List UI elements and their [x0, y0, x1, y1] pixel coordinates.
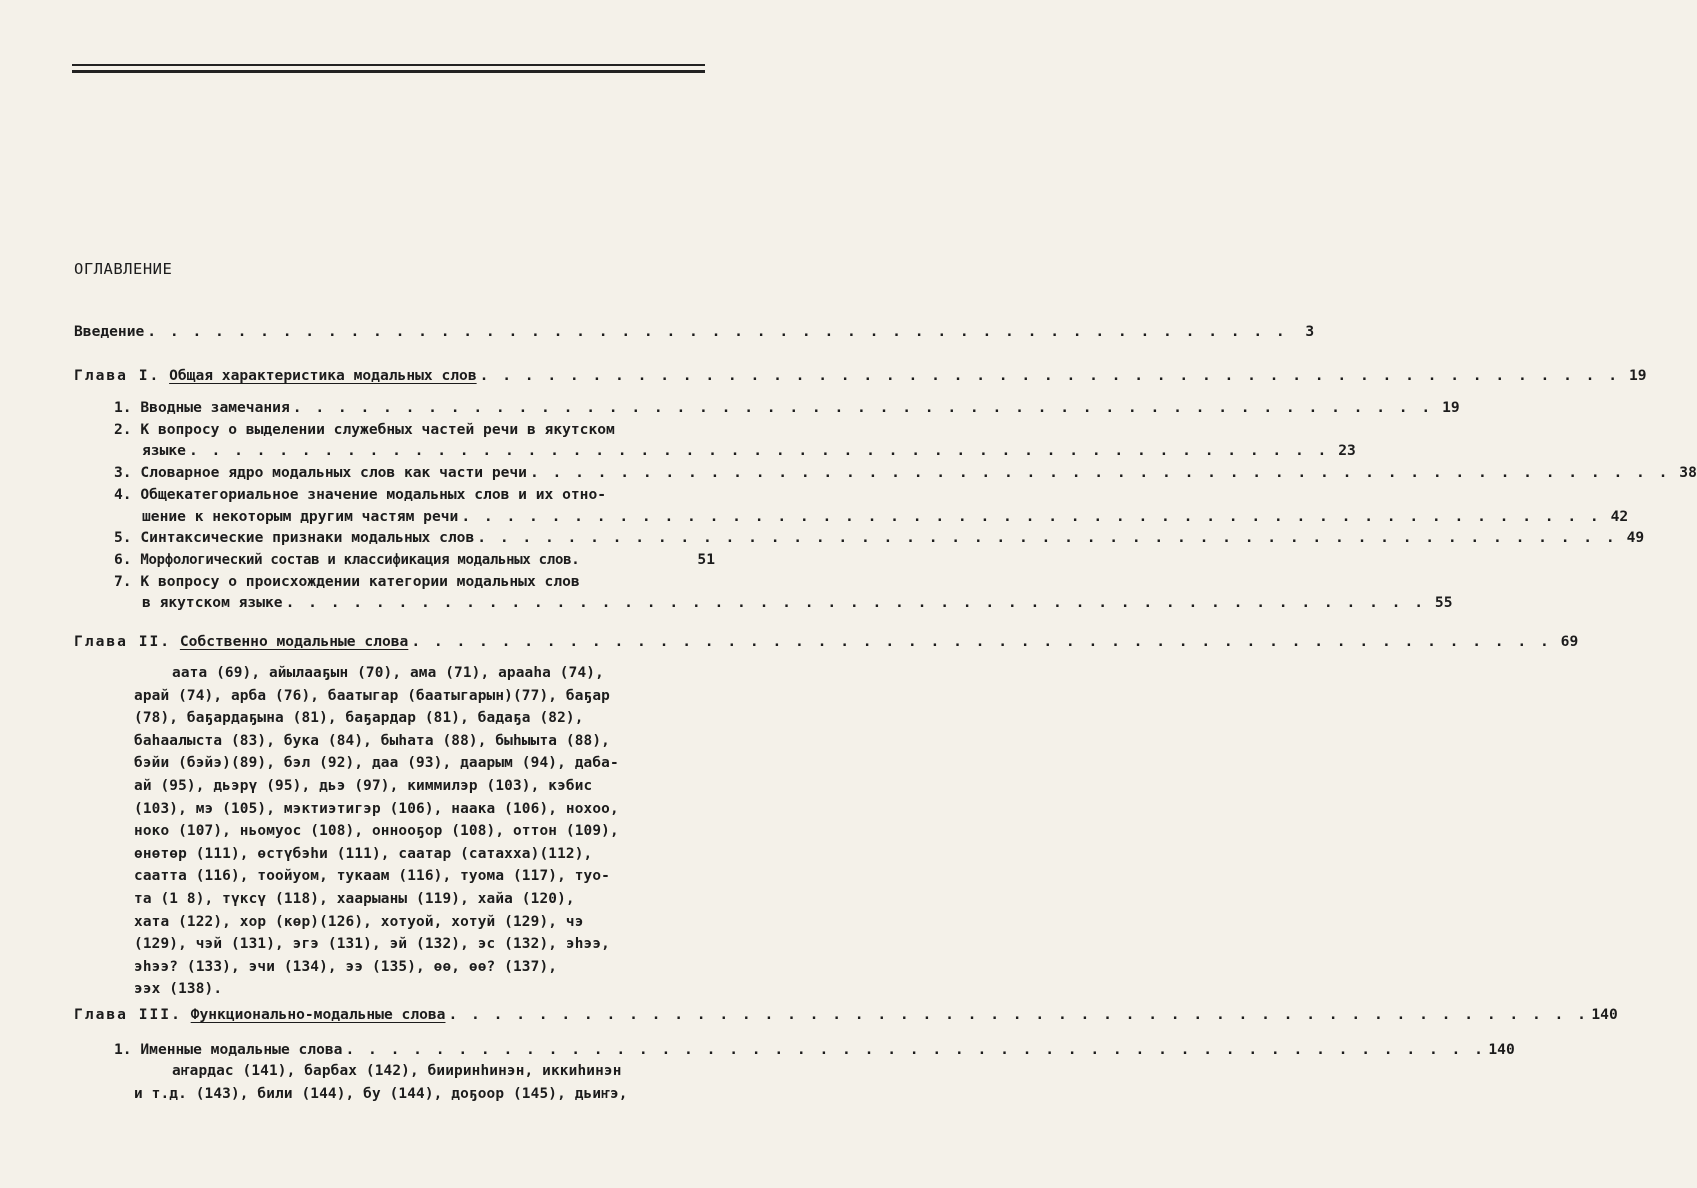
toc-section[interactable] [114, 572, 715, 592]
section-num: 2. [114, 421, 132, 438]
section-title: Вводные замечания [140, 399, 290, 416]
section-title: Словарное ядро модальных слов как части речи [140, 464, 527, 481]
dot-leader: . . . . . . . . . . . . . . . . . . . . . . . . . . . . . . . . . . . . . . . . . . . . . . . . . . . [285, 594, 1426, 611]
word-index-line: (103), мэ (105), мэктиэтигэр (106), наака (106), нохоо, [134, 800, 619, 817]
toc-section-cont[interactable] [142, 441, 1356, 461]
page-number: 19 [1442, 399, 1460, 416]
word-index-line: баhаалыста (83), бука (84), быhата (88), быhыыта (88), [134, 732, 610, 749]
top-rule-thick [72, 70, 705, 73]
dot-leader: . . . . . . . . . . . . . . . . . . . . . . . . . . . . . . . . . . . . . . . . . . . . . . . . . . . [477, 529, 1618, 546]
page-number: 23 [1338, 442, 1356, 459]
section-num: 1. [114, 1041, 132, 1058]
word-index-line: (129), чэй (131), эгэ (131), эй (132), эс (132), эhээ, [134, 936, 610, 953]
word-index-line: саатта (116), тоойуом, тукаам (116), туома (117), туо- [134, 868, 610, 885]
chapter-2-word-index [134, 662, 706, 1001]
toc-section[interactable] [114, 420, 715, 440]
toc-chapter-2[interactable] [74, 632, 1579, 652]
dot-leader: . . . . . . . . . . . . . . . . . . . . . . . . . . . . . . . . . . . . . . . . . . . . . . . . . . . [188, 442, 1329, 459]
page-number: 42 [1610, 508, 1629, 525]
word-index-line: ээх (138). [134, 981, 223, 998]
toc-section[interactable] [114, 1040, 1515, 1060]
section-num: 1. [114, 399, 132, 416]
section-title: шение к некоторым другим частям речи [142, 508, 459, 525]
section-title: К вопросу о выделении служебных частей речи в якутском [140, 421, 615, 438]
word-index-line: и т.д. (143), били (144), бу (144), доҕоор (145), дьиҥэ, [134, 1085, 628, 1102]
dot-leader: . . . . . . . . . . . . . . . . . . . . . . . . . . . . . . . . . . . . . . . . . . . . . . . . . . . [292, 399, 1433, 416]
section-num: 7. [114, 573, 132, 590]
section-title: Морфологический состав и классификация модальных слов. [140, 552, 580, 568]
word-index-line: арай (74), арба (76), баатыгар (баатыгарын)(77), баҕар [134, 687, 610, 704]
chapter-prefix: Глава I. [74, 367, 161, 384]
word-index-line: ай (95), дьэрү (95), дьэ (97), киммилэр (103), кэбис [134, 777, 593, 794]
word-index-line: та (1 8), түксү (118), хаарыаны (119), хайа (120), [134, 890, 575, 907]
toc-title: ОГЛАВЛЕНИЕ [74, 260, 173, 278]
toc-section[interactable] [114, 398, 1460, 418]
word-index-line: өнөтөр (111), өстүбэhи (111), саатар (сатахха)(112), [134, 845, 593, 862]
chapter-prefix: Глава II. [74, 633, 172, 650]
word-index-line: аата (69), айылааҕын (70), ама (71), арааhа (74), [172, 665, 604, 681]
toc-section-cont[interactable] [142, 507, 1629, 527]
toc-intro-label: Введение [74, 323, 145, 340]
chapter-title: Функционально-модальные слова [190, 1006, 446, 1023]
section-title: Общекатегориальное значение модальных слов и их отно- [140, 486, 607, 503]
toc-section-cont[interactable] [142, 593, 1453, 613]
page-number: 38 [1679, 464, 1697, 481]
section-title: К вопросу о происхождении категории модальных слов [140, 573, 580, 590]
dot-leader: . . . . . . . . . . . . . . . . . . . . . . . . . . . . . . . . . . . . . . . . . . . . . . . . . . . [345, 1041, 1486, 1058]
section-num: 3. [114, 464, 132, 481]
page-number: 140 [1591, 1006, 1618, 1023]
dot-leader: . . . . . . . . . . . . . . . . . . . . . . . . . . . . . . . . . . . . . . . . . . . . . . . . . . . [479, 367, 1620, 384]
chapter-prefix: Глава III. [74, 1006, 182, 1023]
toc-section[interactable] [114, 528, 1645, 548]
top-rule [72, 64, 705, 66]
toc-section[interactable] [114, 550, 715, 570]
toc-chapter-3[interactable] [74, 1005, 1618, 1025]
toc-chapter-1[interactable] [74, 366, 1647, 386]
toc-intro[interactable] [74, 322, 1315, 342]
dot-leader: . . . . . . . . . . . . . . . . . . . . . . . . . . . . . . . . . . . . . . . . . . . . . . . . . . . [448, 1006, 1589, 1023]
word-index-line: эhээ? (133), эчи (134), ээ (135), өө, өө? (137), [134, 958, 558, 975]
dot-leader: . . . . . . . . . . . . . . . . . . . . . . . . . . . . . . . . . . . . . . . . . . . . . . . . . . . [461, 508, 1602, 525]
chapter-title: Общая характеристика модальных слов [169, 367, 477, 384]
toc-section[interactable] [114, 485, 715, 505]
dot-leader: . . . . . . . . . . . . . . . . . . . . . . . . . . . . . . . . . . . . . . . . . . . . . . . . . . . [529, 464, 1670, 481]
dot-leader: . . . . . . . . . . . . . . . . . . . . . . . . . . . . . . . . . . . . . . . . . . . . . . . . . . . [147, 323, 1288, 340]
word-index-line: ноко (107), ньомуос (108), оннооҕор (108), оттон (109), [134, 823, 619, 840]
section-num: 4. [114, 486, 132, 503]
dot-leader: . . . . . . . . . . . . . . . . . . . . . . . . . . . . . . . . . . . . . . . . . . . . . . . . . . . [411, 633, 1552, 650]
page-number: 69 [1560, 633, 1579, 650]
section-title: языке [142, 442, 186, 459]
section-title: Синтаксические признаки модальных слов [140, 529, 475, 546]
page-number: 49 [1626, 529, 1645, 546]
word-index-line: аҥардас (141), барбах (142), бииринhинэн, иккиhинэн [172, 1063, 622, 1079]
page-number: 140 [1488, 1041, 1515, 1058]
section-num: 5. [114, 529, 132, 546]
chapter-title: Собственно модальные слова [179, 633, 409, 650]
page-number: 55 [1434, 594, 1453, 611]
section-title: в якутском языке [142, 594, 283, 611]
page-number: 3 [1305, 323, 1315, 340]
word-index-line: хата (122), хор (көр)(126), хотуой, хотуй (129), чэ [134, 913, 584, 930]
word-index-line: (78), баҕардaҕына (81), баҕардар (81), бадаҕа (82), [134, 710, 584, 727]
section-title: Именные модальные слова [140, 1041, 343, 1058]
word-index-line: бэйи (бэйэ)(89), бэл (92), даа (93), даарым (94), даба- [134, 755, 619, 772]
page-number: 51 [697, 551, 715, 568]
page-number: 19 [1628, 367, 1647, 384]
chapter-3-word-index [134, 1060, 706, 1105]
section-num: 6. [114, 551, 132, 568]
toc-section[interactable] [114, 463, 1697, 483]
